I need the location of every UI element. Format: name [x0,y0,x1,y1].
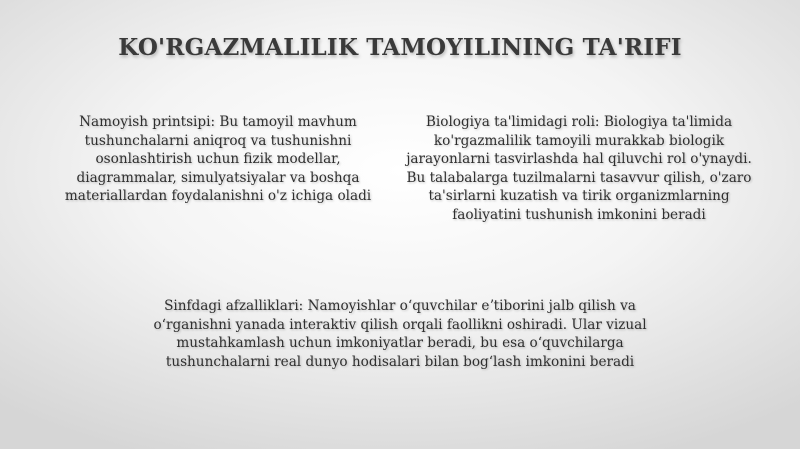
classroom-benefits-text: Sinfdagi afzalliklari: Namoyishlar oʻquvchilar eʼtiborini jalb qilish va oʻrganishni yanada interaktiv qilish orqali faollikni oshiradi. Ular vizual mustahkamlash uchun imkoniyatlar beradi, bu esa oʻquvchilarga tushunchalarni real dunyo hodisalari bilan bogʻlash imkonini beradi [153,298,647,370]
demonstration-principle-text: Namoyish printsipi: Bu tamoyil mavhum tushunchalarni aniqroq va tushunishni osonlashtirish uchun fizik modellar, diagrammalar, simulyatsiyalar va boshqa materiallardan foydalanishni o'z ichiga oladi [64,114,372,204]
slide-title: KO'RGAZMALILIK TAMOYILINING TA'RIFI [118,34,682,61]
biology-role-text: Biologiya ta'limidagi roli: Biologiya ta'limida ko'rgazmalilik tamoyili murakkab biologik jarayonlarni tasvirlashda hal qiluvchi rol o'ynaydi. Bu talabalarga tuzilmalarni tasavvur qilish, o'zaro ta'sirlarni kuzatish va tirik organizmlarning faoliyatini tushunish imkonini beradi [406,114,752,223]
